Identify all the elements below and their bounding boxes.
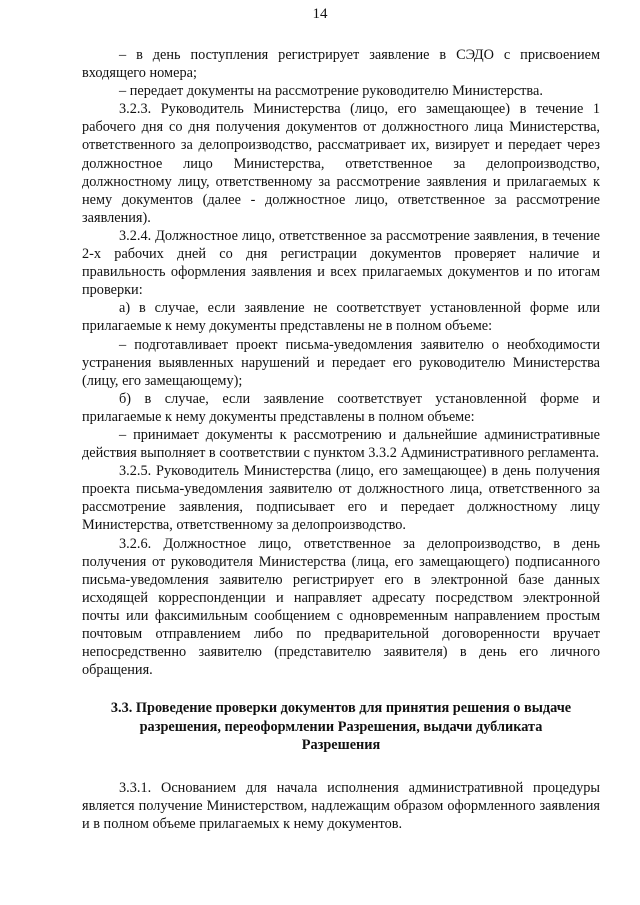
page-number: 14 bbox=[312, 6, 328, 22]
paragraph-case-a-action: – подготавливает проект письма-уведомления заявителю о необходимости устранения выявленных нарушений и передает его руководителю Министерства (лицу, его замещающему); bbox=[82, 336, 600, 389]
paragraph-case-a: а) в случае, если заявление не соответствует установленной форме или прилагаемые к нему документы представлены не в полном объеме: bbox=[82, 300, 600, 335]
paragraph-3-3-1: 3.3.1. Основанием для начала исполнения административной процедуры является получение Министерством, надлежащим образом оформленного заявления и в полном объеме прилагаемых к нему документов. bbox=[82, 779, 600, 832]
paragraph-list-item-register: – в день поступления регистрирует заявление в СЭДО с присвоением входящего номера; bbox=[82, 47, 600, 82]
paragraph-case-b-action: – принимает документы к рассмотрению и дальнейшие административные действия выполняет в соответствии с пунктом 3.3.2 Административного регламента. bbox=[82, 426, 600, 462]
paragraph-3-2-5: 3.2.5. Руководитель Министерства (лицо, его замещающее) в день получения проекта письма-уведомления заявителю от должностного лица, ответственного за рассмотрение заявления, подписывает его и передает должностному лицу Министерства, ответственному за делопроизводство. bbox=[82, 463, 600, 534]
document-body bbox=[82, 46, 600, 833]
paragraph-list-item-transfer: – передает документы на рассмотрение руководителю Министерства. bbox=[119, 83, 543, 100]
section-heading-3-3 bbox=[82, 699, 600, 755]
paragraph-case-b: б) в случае, если заявление соответствует установленной форме и прилагаемые к нему документы представлены в полном объеме: bbox=[82, 390, 600, 425]
section-heading-line-2: разрешения, переоформлении Разрешения, выдачи дубликата bbox=[139, 718, 543, 735]
paragraph-3-2-4: 3.2.4. Должностное лицо, ответственное за рассмотрение заявления, в течение 2-х рабочих дней со дня регистрации документов проверяет наличие и правильность оформления заявления и всех прилагаемых документов и по итогам проверки: bbox=[82, 227, 600, 299]
paragraph-3-2-3: 3.2.3. Руководитель Министерства (лицо, его замещающее) в течение 1 рабочего дня со дня получения документов от должностного лица Министерства, ответственного за делопроизводство, рассматривает их, визирует и передает через должностное лицо Министерства, ответственное за делопроизводство, должностному лицу, ответственному за рассмотрение заявления и прилагаемых к нему документов (далее - должностное лицо, ответственное за рассмотрение заявления). bbox=[82, 101, 600, 226]
section-heading-line-3: Разрешения bbox=[301, 737, 381, 754]
section-heading-line-1: 3.3. Проведение проверки документов для принятия решения о выдаче bbox=[110, 700, 572, 717]
paragraph-3-2-6: 3.2.6. Должностное лицо, ответственное за делопроизводство, в день получения от руководителя Министерства (лица, его замещающего) подписанного письма-уведомления заявителю регистрирует его в электронной базе данных исходящей корреспонденции и направляет адресату посредством электронной почты или факсимильным сообщением с одновременным направлением простым почтовым отправлением либо по предварительной договоренности вручает непосредственно заявителю (представителю заявителя) в день его личного обращения. bbox=[82, 535, 600, 679]
